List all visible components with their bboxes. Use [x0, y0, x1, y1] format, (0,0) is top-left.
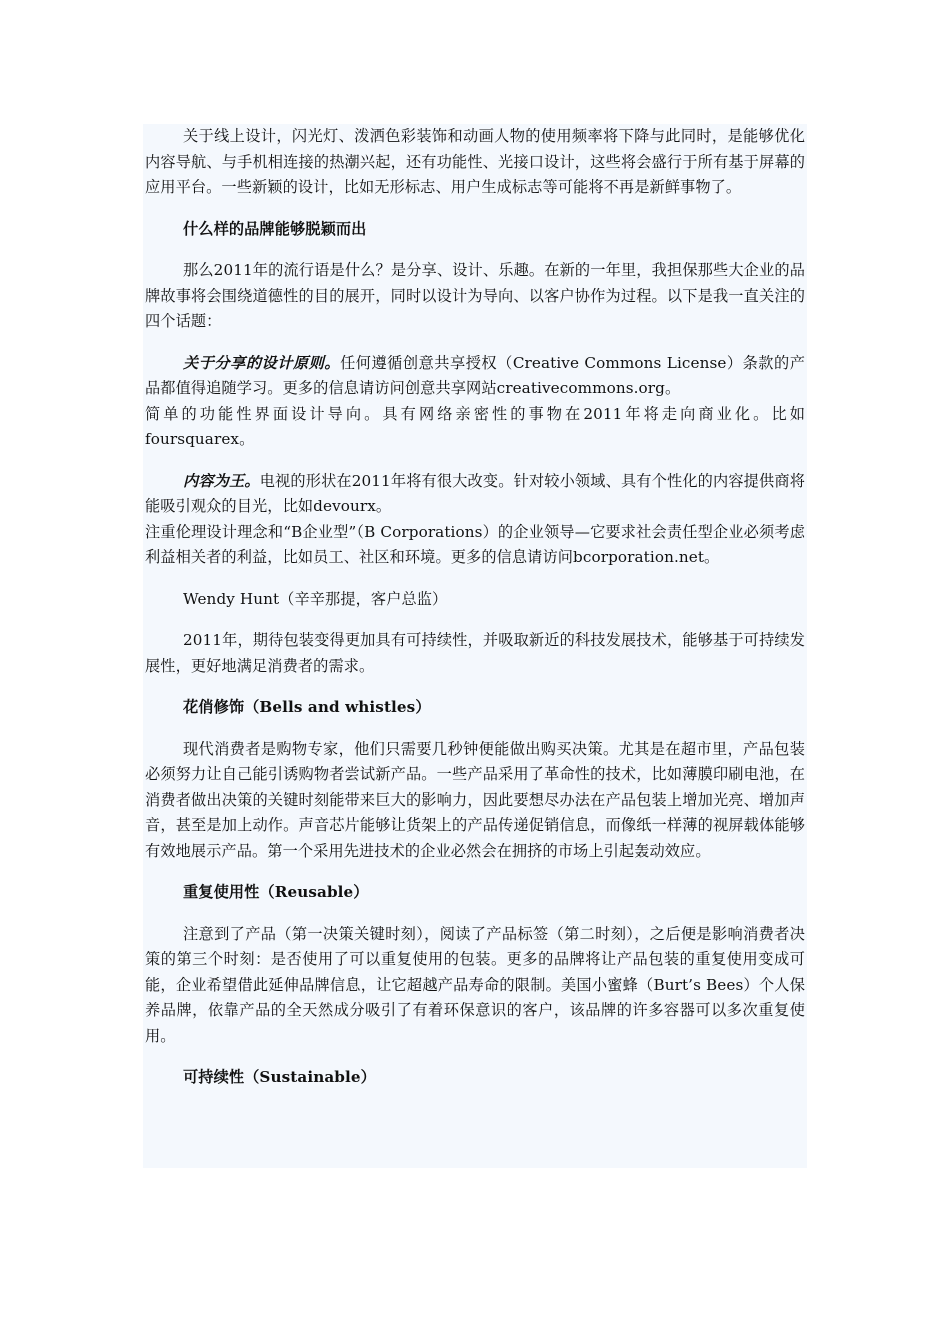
heading-standout-brands: 什么样的品牌能够脱颖而出	[183, 219, 367, 238]
paragraph-content-is-king	[145, 469, 805, 520]
paragraph-sharing-design	[145, 351, 805, 402]
paragraph-ethical-design: 注重伦理设计理念和“B企业型”（B Corporations）的企业领导—它要求社会责任型企业必须考虑利益相关者的利益，比如员工、社区和环境。更多的信息请访问bcorporation.net。	[145, 522, 805, 566]
paragraph-packaging-2011: 2011年，期待包装变得更加具有可持续性，并吸取新近的科技发展技术，能够基于可持续发展性，更好地满足消费者的需求。	[145, 631, 805, 675]
body-sharing-design: 任何遵循创意共享授权（Creative Commons License）条款的产品都值得追随学习。更多的信息请访问创意共享网站creativecommons.org。	[145, 353, 805, 397]
paragraph-reusable-packaging: 注意到了产品（第一决策关键时刻），阅读了产品标签（第二时刻），之后便是影响消费者决策的第三个时刻：是否使用了可以重复使用的包装。更多的品牌将让产品包装的重复使用变成可能，企业希望借此延伸品牌信息，让它超越产品寿命的限制。美国小蜜蜂（Burt’s Bees）个人保养品牌，依靠产品的全天然成分吸引了有着环保意识的客户，该品牌的许多容器可以多次重复使用。	[145, 924, 805, 1045]
lead-sharing-design: 关于分享的设计原则。	[183, 353, 341, 372]
heading-bells-and-whistles: 花俏修饰（Bells and whistles）	[183, 698, 431, 716]
paragraph-author-credit: Wendy Hunt（辛辛那提，客户总监）	[183, 589, 448, 608]
heading-sustainable: 可持续性（Sustainable）	[183, 1068, 376, 1086]
paragraph-2011-buzzwords: 那么2011年的流行语是什么？是分享、设计、乐趣。在新的一年里，我担保那些大企业的品牌故事将会围绕道德性的目的展开，同时以设计为导向、以客户协作为过程。以下是我一直关注的四个话题：	[145, 261, 805, 330]
paragraph-online-design: 关于线上设计，闪光灯、泼洒色彩装饰和动画人物的使用频率将下降与此同时，是能够优化内容导航、与手机相连接的热潮兴起，还有功能性、光接口设计，这些将会盛行于所有基于屏幕的应用平台。一些新颖的设计，比如无形标志、用户生成标志等可能将不再是新鲜事物了。	[145, 127, 805, 196]
article-body	[143, 124, 807, 1091]
heading-reusable: 重复使用性（Reusable）	[183, 883, 369, 901]
paragraph-shopping-experts: 现代消费者是购物专家，他们只需要几秒钟便能做出购买决策。尤其是在超市里，产品包装必须努力让自己能引诱购物者尝试新产品。一些产品采用了革命性的技术，比如薄膜印刷电池，在消费者做出决策的关键时刻能带来巨大的影响力，因此要想尽办法在产品包装上增加光亮、增加声音，甚至是加上动作。声音芯片能够让货架上的产品传递促销信息，而像纸一样薄的视屏载体能够有效地展示产品。第一个采用先进技术的企业必然会在拥挤的市场上引起轰动效应。	[145, 739, 805, 860]
body-content-is-king: 电视的形状在2011年将有很大改变。针对较小领域、具有个性化的内容提供商将能吸引观众的目光，比如devourx。	[145, 471, 805, 515]
article-panel	[143, 124, 807, 1168]
paragraph-functional-interface: 简单的功能性界面设计导向。具有网络亲密性的事物在2011年将走向商业化。比如foursquarex。	[145, 404, 805, 448]
lead-content-is-king: 内容为王。	[183, 471, 260, 490]
